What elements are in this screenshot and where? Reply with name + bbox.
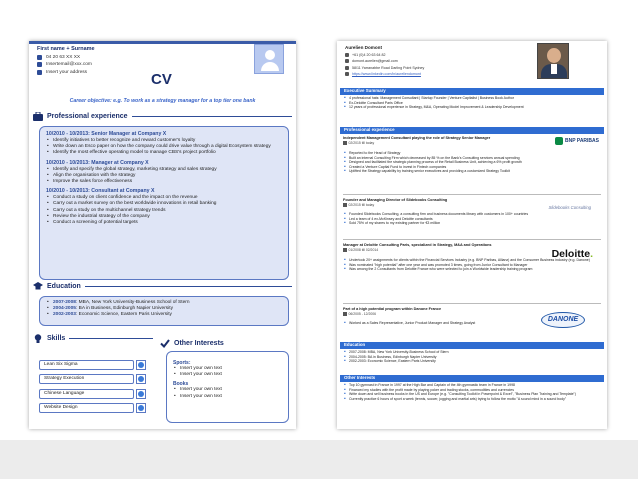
list-item: ■ Created a Venture Capital Fund to invest in Fintech companies [343,165,601,170]
email-icon [345,59,349,63]
list-item: • 2007-2008: MBA, New York University-Business School of Stern [46,300,282,306]
skill-level-icon [136,403,146,413]
skills-header: Skills [33,334,153,343]
list-item: ■ Top 10 gymnast in France in 1997 at the High Bar and Captain of the 4th gymnastic team in France in 1998 [343,383,601,388]
list-item: ■ Undertook 20+ assignments for clients within the Financial Services Industry (e.g. BNP Paribas, Allianz) and the Consumer Business industry (e.g. Danone) [343,258,601,263]
list-item: • Insert your own text [173,394,282,400]
calendar-icon [343,248,347,252]
skill-row: Chinese Language [39,388,154,399]
list-item: ■ Was among the 2 Consultants from Deloitte France who were selected to join a Worldwide leadership training program [343,267,601,272]
list-item: • Insert your own text [173,387,282,393]
linkedin-link[interactable]: https://www.linkedin.com/in/aureliendomont [352,72,421,77]
experience-header: Professional experience [340,127,604,134]
checkmark-icon [160,339,170,348]
list-item: ■ Sold 75% of my shares to my existing partner for €3 million [343,221,601,226]
job-date: 01/2008 till 02/2014 [343,248,601,252]
candidate-name: First name + Surname [37,46,95,52]
list-item: ■ Write down and sell business books in the US and Europe (e.g. "Consulting Toolkit in Powerpoint & Excel", "Business Plan Training and Template") [343,392,601,397]
list-item: ■ Financed my studies with the profit made by playing poker and trading stocks, commodities and currencies [343,388,601,393]
bnp-paribas-logo: BNP PARIBAS [555,137,599,145]
experience-box [39,126,289,280]
list-item: ■ 2002-2003: Economic Science, Eastern Paris University [343,359,601,364]
list-item: • 2004-2005: BA in Business, Edinburgh Napier University [46,306,282,312]
address-row: 58/11 Yarranabbe Road Darling Point Sydney [345,65,424,70]
list-item: ■ Led a team of 4 ex-McKinsey and Deloitte consultants [343,217,601,222]
list-item: ■ Was nominated "high potential" after one year and was promoted 3 times, going from Junior Consultant to Manager [343,263,601,268]
deloitte-logo: Deloitte. [551,248,593,260]
skill-level-icon [136,389,146,399]
job-date: 02/2015 till today [343,203,601,207]
link-icon [345,72,349,76]
education-block [343,350,601,364]
skill-level-icon [136,360,146,370]
email-row: domont.aurelien@gmail.com [345,59,424,64]
home-icon [345,66,349,70]
list-item: • Conduct a screening of potential targets [46,220,282,226]
briefcase-icon [33,112,43,121]
job-role: Founder and Managing Director of Slidebooks Consulting [343,198,448,202]
skill-row: Lean Six Sigma [39,359,154,370]
skill-row: Strategy Execution [39,374,154,385]
phone-icon [345,53,349,57]
skill-level-icon [136,374,146,384]
summary-block [343,96,601,110]
list-item: • Review the industrial strategy of the company [46,214,282,220]
skills-list [39,359,154,417]
list-item: • Carry out a market survey on the best worldwide innovations in retail banking [46,201,282,207]
list-item: ■ Worked as a Sales Representative, Junior Product Manager and Strategy Analyst [343,321,601,326]
cv-example-page [337,41,607,429]
career-objective: Career objective: e.g. To work as a strategy manager for a top tier one bank [69,98,256,104]
job-date: 02/2015 till today [343,141,601,145]
danone-logo: DANONE [541,312,585,328]
slide-footer-bar [0,440,638,479]
list-item: • Identify initiatives to better recognize and reward customer's loyalty [46,138,282,144]
job-role: Manager at Deloitte Consulting Paris, specialized in Strategy, M&A and Operations [343,243,492,247]
sports-label: Sports: [173,360,191,366]
graduation-cap-icon [33,282,43,291]
list-item: • Insert your own text [173,372,282,378]
calendar-icon [343,312,347,316]
job-title: 10/2010 - 10/2013: Senior Manager at Company X [46,131,167,137]
list-item: ■ 2007-2008: MBA, New York University-Business School of Stern [343,350,601,355]
contact-block [37,46,95,77]
list-item: ■ 4 professional hats: Management Consultant | Startup Founder | Venture Capitalist | Business Book Author [343,96,601,101]
email-row: Insertemail@xxx.com [37,62,95,67]
job-title: 10/2010 - 10/2013: Consultant at Company X [46,188,155,195]
email-icon [37,62,42,67]
list-item: • Align the organisation with the strategy [46,173,282,179]
list-item: ■ Uplifted the Strategy capability by training senior executives and providing a customized Strategy Toolkit [343,169,601,174]
calendar-icon [343,203,347,207]
calendar-icon [343,141,347,145]
avatar-placeholder-icon [254,44,284,74]
list-item: • Insert your own text [173,366,282,372]
skill-row: Website Design [39,403,154,414]
interests-block [343,383,601,401]
list-item: ■ Reported to the Head of Strategy [343,151,601,156]
list-item: • Improve the sales force effectiveness [46,179,282,185]
job-date: 06/2005 - 12/2006 [343,312,601,316]
job-title: 10/2010 - 10/2013: Manager at Company X [46,159,149,166]
phone-icon [37,55,42,60]
list-item: ■ 12 years of professional experience in Strategy, M&A, Operating Model Improvement & Leadership Development [343,105,601,110]
candidate-name: Aurelien Domont [345,45,383,50]
job-role: Independent Management Consultant playing the role of Strategy Senior Manager [343,136,491,140]
list-item: ■ Designed and facilitated the strategic planning process of the Retail Business Unit, achieving a 6% profit growth [343,160,601,165]
list-item: ■ Currently practice 6 hours of sport a week (tennis, soccer, jogging and martial arts) trying to follow the motto "A sound mind in a sound body" [343,397,601,402]
lightbulb-icon [33,334,43,343]
summary-header: Executive Summary [340,88,604,95]
interests-box [166,351,289,423]
experience-header: Professional experience [33,112,292,121]
interests-header: Other Interests [340,375,604,382]
education-header: Education [340,342,604,349]
job-role: Part of a high potential program within Danone France [343,307,442,311]
address-row: Insert your address [37,70,95,75]
cv-template-page [29,41,296,429]
list-item: • Carry out a study on the multichannel strategy trends [46,208,282,214]
list-item: • Identify and specify the global strategy, marketing strategy and sales strategy [46,167,282,173]
education-box [39,296,289,326]
list-item: ■ Built an internal Consulting Firm which decreased by 85 % on the Bank's Consulting services annual spending [343,156,601,161]
list-item: ■ Founded Slidebooks Consulting, a consulting firm and business documents library with customers in 100+ countries [343,212,601,217]
slidebooks-logo: Slidebooks Consulting [548,205,591,210]
phone-row: 04 20 63 XX XX [37,55,95,60]
list-item: • Write down an Esco paper on how the company could drive value through a digital Ecosystem strategy [46,144,282,150]
list-item: ■ Ex-Deloitte Consultant Paris Office [343,101,601,106]
cv-title: CV [151,71,172,88]
list-item: ■ 2004-2005: BA in Business, Edinburgh Napier University [343,355,601,360]
phone-row: +61 (0)4 20 63 64 82 [345,52,424,57]
list-item: • Identify the most effective operating model to manage CBS's project portfolio [46,150,282,156]
linkedin-row[interactable] [345,72,424,77]
interests-header: Other Interests [160,339,290,348]
books-label: Books [173,381,189,388]
education-header: Education [33,282,292,291]
portrait-photo [537,43,569,79]
job-block [343,198,601,226]
list-item: • Conduct a study on client confidence and the impact on the revenue [46,195,282,201]
contact-block [345,52,424,78]
home-icon [37,70,42,75]
list-item: • 2002-2003: Economic Science, Eastern Paris University [46,312,282,318]
